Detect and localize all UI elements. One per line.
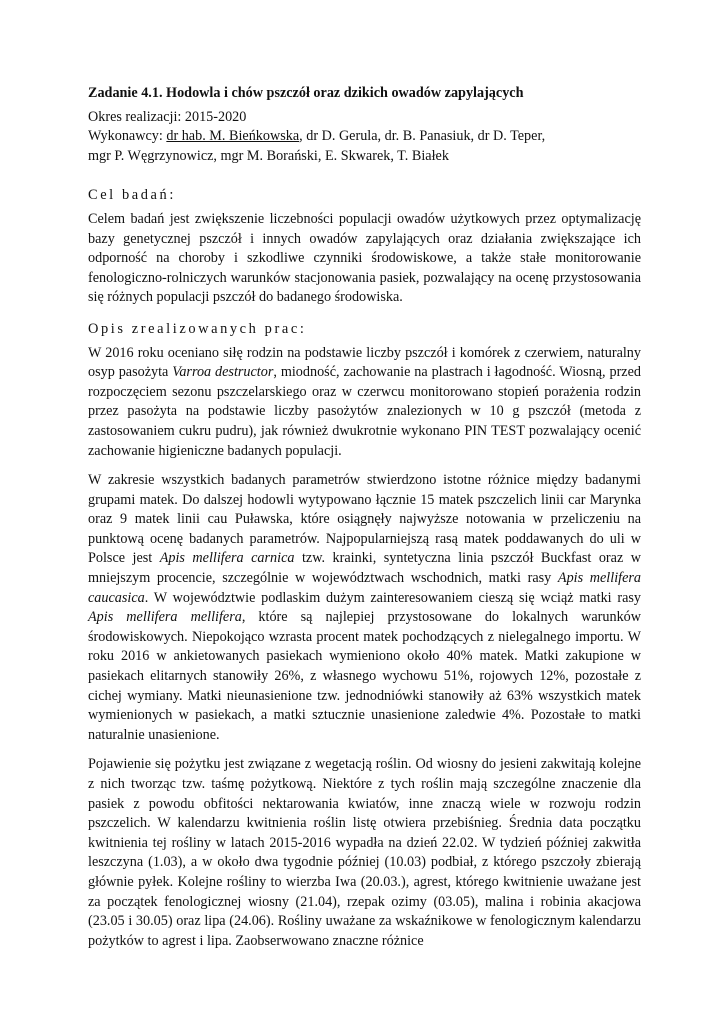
authors-line-2: mgr P. Węgrzynowicz, mgr M. Borański, E. Skwarek, T. Białek	[88, 147, 449, 164]
work-paragraph-3: Pojawienie się pożytku jest związane z wegetacją roślin. Od wiosny do jesieni zakwitają kolejne z nich tworząc tzw. taśmę pożytkową. Niektóre z tych roślin mają szczególne znaczenie dla pasiek z powodu obfitości nektarowania kwiatów, inne znaczą wiele w rozwoju rodzin pszczelich. W kalendarzu kwitnienia roślin listę otwiera przebiśnieg. Średnia data początku kwitnienia tej rośliny w latach 2015-2016 wypadła na dzień 22.02. W tydzień później zakwitła leszczyna (1.03), a w około dwa tygodnie później (10.03) podbiał, z którego pszczoły zbierają głównie pyłek. Kolejne rośliny to wierzba Iwa (20.03.), agrest, którego kwitnienie uważane jest za początek fenologicznej wiosny (21.04), rzepak ozimy (03.05), malina i robinia akacjowa (23.05 i 30.05) oraz lipa (24.06). Rośliny uważane za wskaźnikowe w fenologicznym kalendarzu pożytków to agrest i lipa. Zaobserwowano znaczne różnice	[88, 756, 641, 949]
species-name: Varroa destructor	[172, 364, 274, 381]
authors-rest: , dr D. Gerula, dr. B. Panasiuk, dr D. Teper,	[299, 128, 546, 145]
species-name: Apis mellifera mellifera	[88, 609, 242, 626]
document-content	[88, 84, 641, 961]
text-run: . W województwie podlaskim dużym zainteresowaniem cieszą się wciąż matki rasy	[144, 589, 641, 606]
work-heading: Opis zrealizowanych prac:	[88, 320, 307, 337]
text-run: W 2016 roku oceniano siłę rodzin na podstawie liczby pszczół i komórek z czerwiem, naturalny osyp pasożyta	[88, 344, 641, 381]
goal-heading: Cel badań:	[88, 187, 176, 204]
realization-period: Okres realizacji: 2015-2020	[88, 108, 247, 125]
species-name: Apis mellifera carnica	[159, 550, 295, 567]
text-run: tzw. krainki, syntetyczna linia pszczół Buckfast oraz w mniejszym procencie, szczególnie w województwach wschodnich, matki rasy	[88, 550, 641, 587]
lead-author: dr hab. M. Bieńkowska	[166, 128, 300, 145]
work-paragraph-2	[88, 471, 641, 745]
text-run: , które są najlepiej przystosowane do lokalnych warunków środowiskowych. Niepokojąco wzrasta procent matek pochodzących z nielegalnego importu. W roku 2016 w ankietowanych pasiekach wymieniono około 40% matek. Matki zakupione w pasiekach elitarnych stanowiły 26%, z własnego wychowu 51%, rojowych 12%, pozostałe z cichej wymiany. Matki nieunasienione tzw. jednodniówki stanowiły aż 63% wszystkich matek wymienionych w pasiekach, a matki sztucznie unasienione zaledwie 4%. Pozostałe to matki naturalnie unasienione.	[88, 609, 641, 743]
work-paragraph-1	[88, 344, 641, 462]
goal-paragraph: Celem badań jest zwiększenie liczebności populacji owadów użytkowych przez optymalizację bazy genetycznej pszczół i innych owadów zapylających oraz działania zwiększające ich odporność na choroby i szkodliwe czynniki środowiskowe, a także stałe monitorowanie fenologiczno-rolniczych warunków stacjonowania pasiek, pozwalający na ocenę przystosowania się różnych populacji pszczół do badanego środowiska.	[88, 210, 641, 306]
text-run: , miodność, zachowanie na plastrach i łagodność. Wiosną, przed rozpoczęciem sezonu pszczelarskiego oraz w czerwcu monitorowano stopień porażenia rodzin przez pasożyta na podstawie liczby pasożytów znalezionych w 10 g pszczół (metoda z zastosowaniem cukru pudru), jak również dwukrotnie wykonano PIN TEST pozwalający ocenić zachowanie higieniczne badanych populacji.	[88, 364, 641, 459]
task-title: Zadanie 4.1. Hodowla i chów pszczół oraz dzikich owadów zapylających	[88, 85, 524, 101]
species-name: Apis mellifera caucasica	[88, 570, 641, 606]
authors-prefix: Wykonawcy:	[88, 128, 167, 145]
text-run: W zakresie wszystkich badanych parametrów stwierdzono istotne różnice między badanymi grupami matek. Do dalszej hodowli wytypowano łącznie 15 matek pszczelich linii car Marynka oraz 9 matek linii cau Puławska, które osiągnęły najwyższe notowania w przeliczeniu na punktową ocenę badanych parametrów. Najpopularniejszą rasą matek poddawanych do uli w Polsce jest	[88, 472, 641, 567]
authors-line-1	[88, 127, 641, 147]
